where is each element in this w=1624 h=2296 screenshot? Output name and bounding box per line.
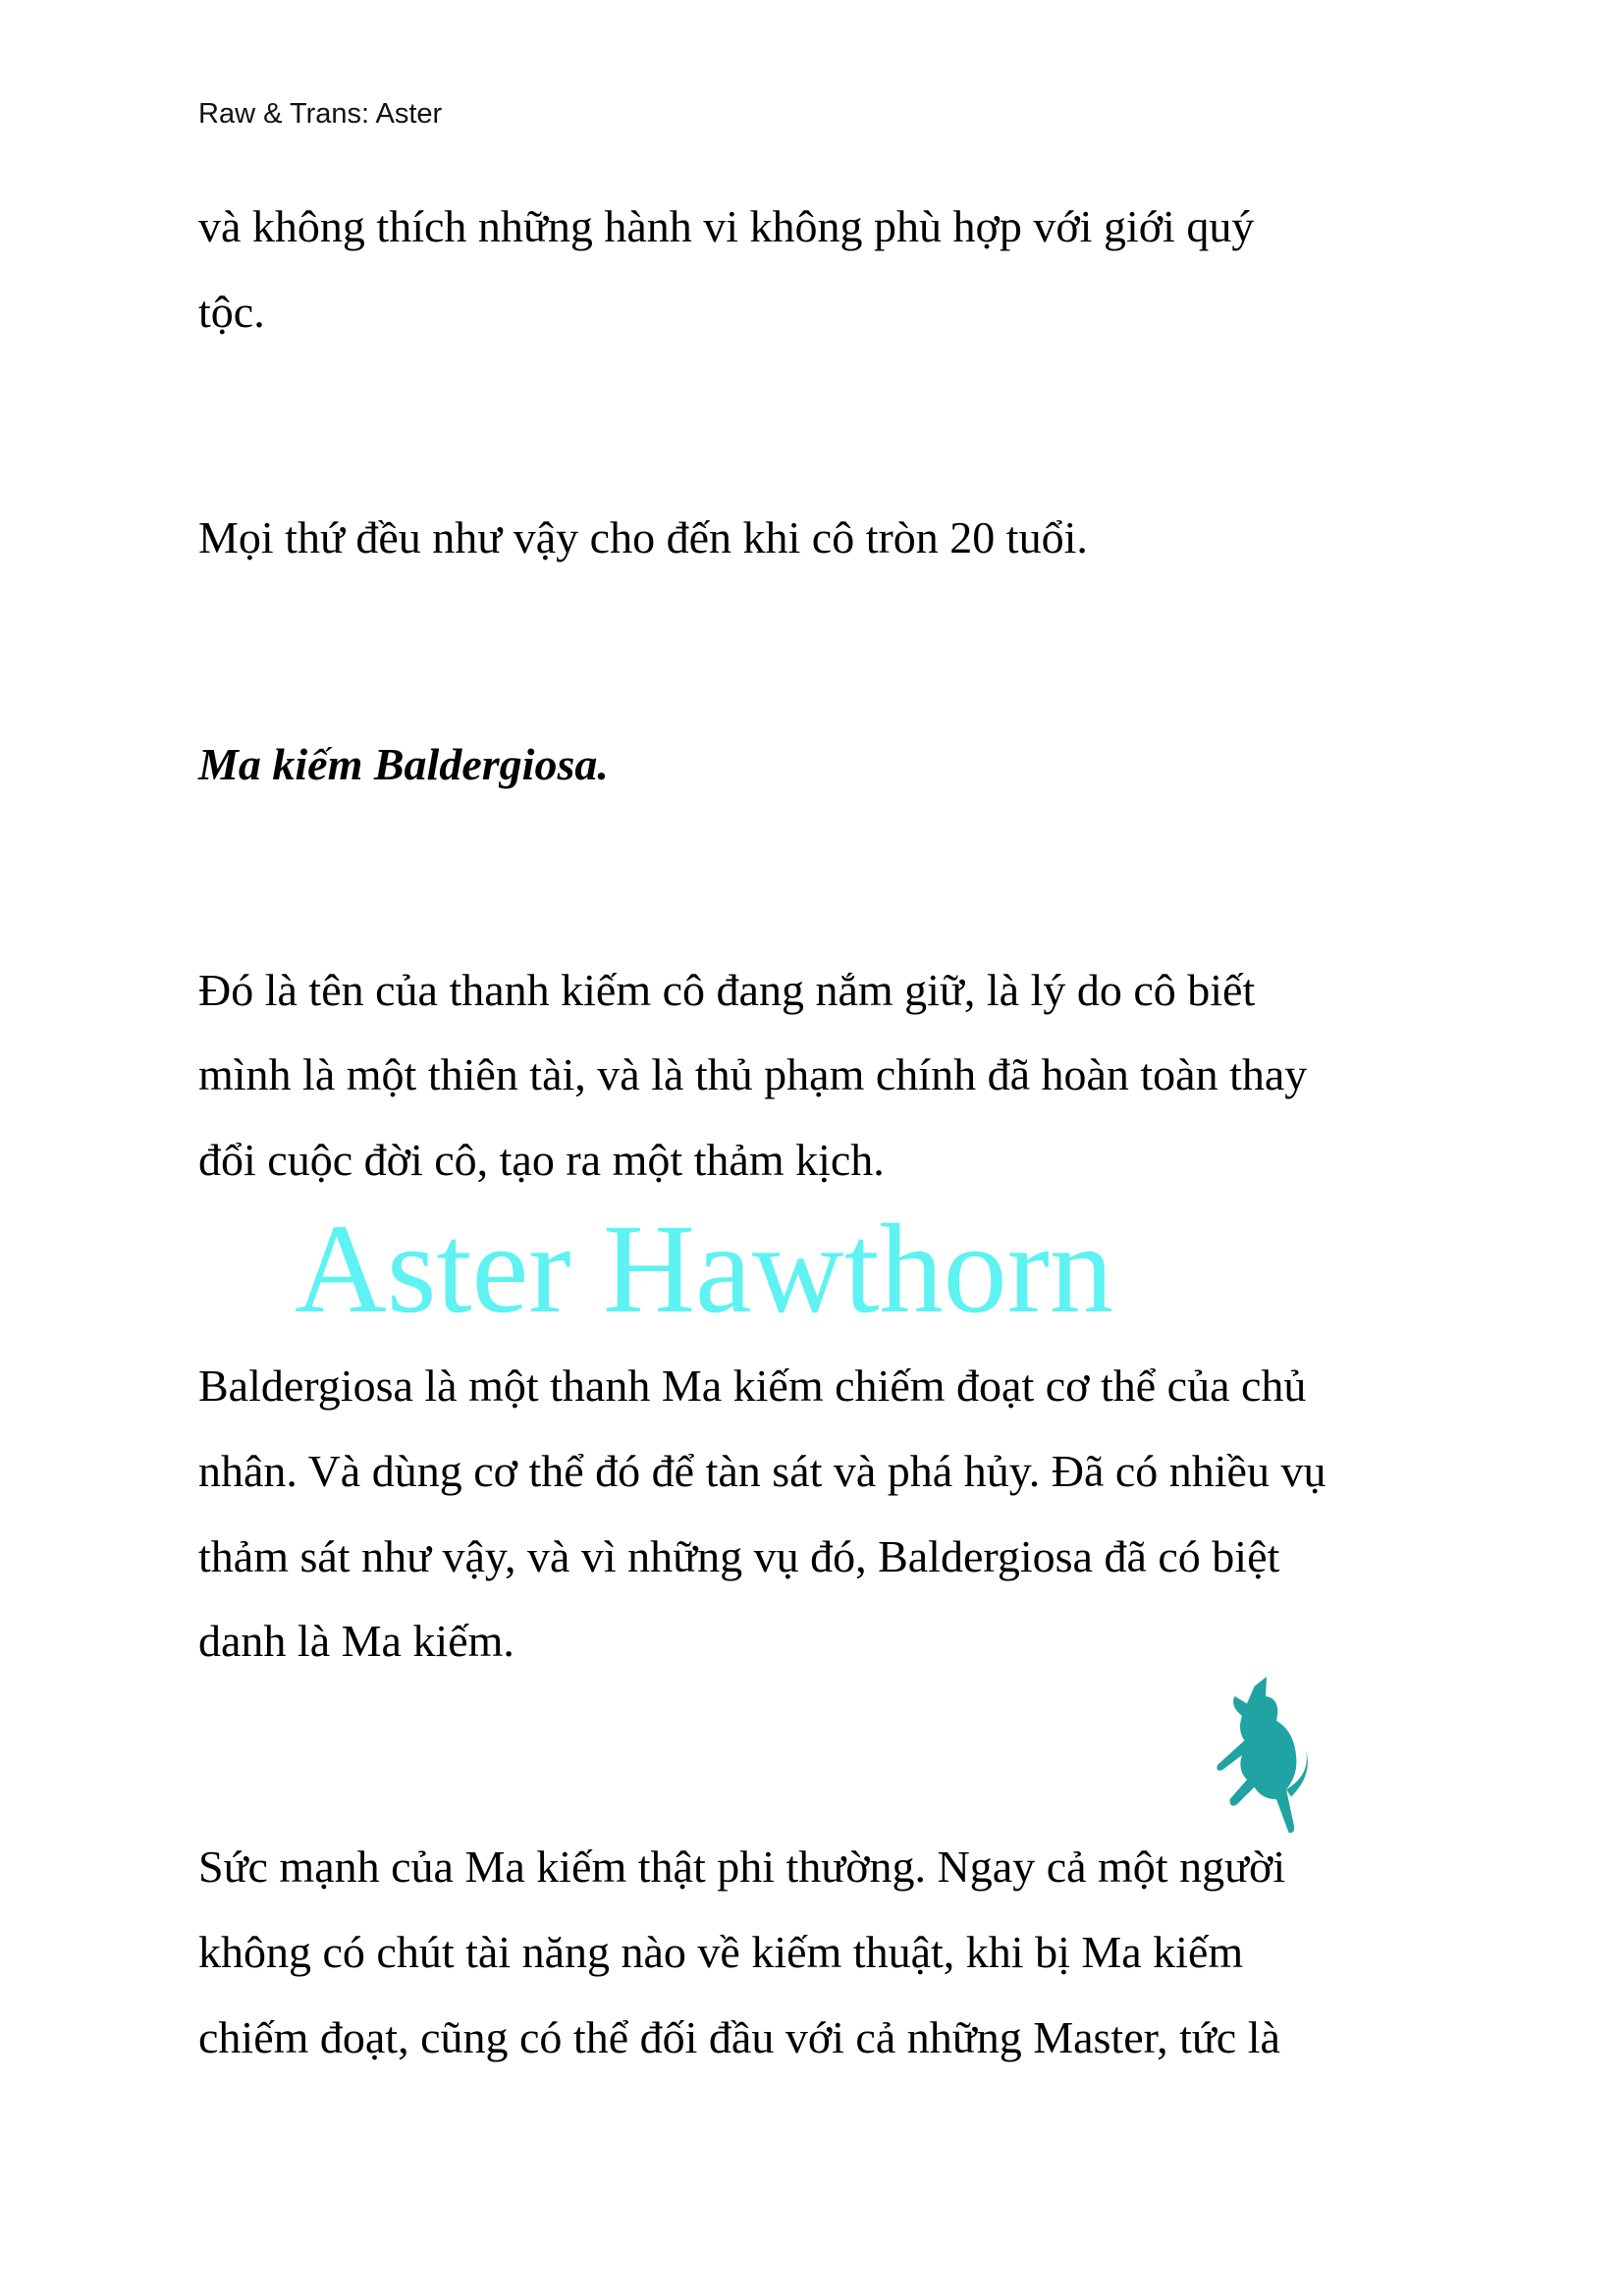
body-line: Đó là tên của thanh kiếm cô đang nắm giữ, là lý do cô biết bbox=[198, 965, 1256, 1015]
body-line: chiếm đoạt, cũng có thể đối đầu với cả những Master, tức là bbox=[198, 2012, 1280, 2062]
body-line: mình là một thiên tài, và là thủ phạm chính đã hoàn toàn thay bbox=[198, 1049, 1308, 1099]
body-line: Baldergiosa là một thanh Ma kiếm chiếm đoạt cơ thể của chủ bbox=[198, 1361, 1307, 1411]
section-heading: Ma kiếm Baldergiosa. bbox=[198, 739, 609, 789]
body-line: không có chút tài năng nào về kiếm thuật, khi bị Ma kiếm bbox=[198, 1927, 1244, 1977]
body-line: và không thích những hành vi không phù hợp với giới quý bbox=[198, 201, 1255, 251]
cat-logo-icon bbox=[1208, 1677, 1316, 1839]
body-line: nhân. Và dùng cơ thể đó để tàn sát và phá hủy. Đã có nhiều vụ bbox=[198, 1446, 1326, 1496]
body-line: Mọi thứ đều như vậy cho đến khi cô tròn 20 tuổi. bbox=[198, 512, 1088, 562]
body-line: đổi cuộc đời cô, tạo ra một thảm kịch. bbox=[198, 1135, 885, 1185]
body-line: Sức mạnh của Ma kiếm thật phi thường. Ngay cả một người bbox=[198, 1842, 1286, 1892]
page-header: Raw & Trans: Aster bbox=[198, 98, 443, 130]
watermark-text: Aster Hawthorn bbox=[295, 1199, 1113, 1340]
body-line: danh là Ma kiếm. bbox=[198, 1616, 514, 1666]
body-line: thảm sát như vậy, và vì những vụ đó, Baldergiosa đã có biệt bbox=[198, 1531, 1280, 1581]
body-line: tộc. bbox=[198, 287, 265, 337]
